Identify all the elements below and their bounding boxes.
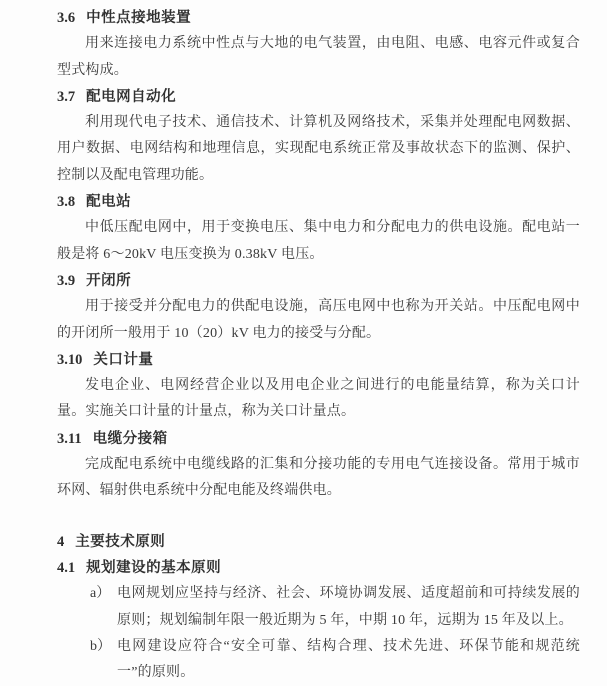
list-marker: a） (90, 586, 111, 602)
section-heading-3-7 (57, 84, 580, 110)
section-heading-3-9 (57, 268, 580, 294)
section-heading-4-1 (57, 555, 580, 581)
section-number: 3.9 (57, 272, 76, 289)
section-paragraph: 发电企业、电网经营企业以及用电企业之间进行的电能量结算，称为关口计量。实施关口计量的计量点，称为关口计量点。 (57, 378, 580, 420)
list-item-text: 电网规划应坚持与经济、社会、环境协调发展、适度超前和可持续发展的原则；规划编制年限一般近期为 5 年，中期 10 年，远期为 15 年及以上。 (117, 586, 580, 628)
section-paragraph: 中低压配电网中，用于变换电压、集中电力和分配电力的供电设施。配电站一般是将 6～20kV 电压变换为 0.38kV 电压。 (57, 220, 580, 262)
section-title: 规划建设的基本原则 (86, 559, 222, 576)
section-paragraph: 用来连接电力系统中性点与大地的电气装置，由电阻、电感、电容元件或复合型式构成。 (57, 36, 580, 78)
section-title: 配电站 (86, 194, 132, 211)
chapter-heading-4 (57, 529, 580, 555)
section-paragraph: 用于接受并分配电力的供配电设施，高压电网中也称为开关站。中压配电网中的开闭所一般用于 10（20）kV 电力的接受与分配。 (57, 299, 580, 341)
section-heading-3-6 (57, 5, 580, 31)
section-paragraph: 利用现代电子技术、通信技术、计算机及网络技术，采集并处理配电网数据、用户数据、电网结构和地理信息，实现配电系统正常及事故状态下的监测、保护、控制以及配电管理功能。 (57, 115, 580, 183)
section-number: 3.6 (57, 10, 76, 26)
section-number: 3.10 (57, 351, 83, 368)
section-title: 关口计量 (93, 351, 154, 368)
chapter-title: 主要技术原则 (75, 533, 166, 550)
section-heading-3-8 (57, 189, 580, 215)
list-item-text: 电网建设应符合“安全可靠、结构合理、技术先进、环保节能和规范统一”的原则。 (117, 638, 580, 681)
section-title: 电缆分接箱 (92, 430, 168, 447)
section-paragraph: 完成配电系统中电缆线路的汇集和分接功能的专用电气连接设备。常用于城市环网、辐射供电系统中分配电能及终端供电。 (57, 457, 580, 499)
section-number: 3.8 (57, 194, 76, 211)
list-item-b (90, 634, 580, 686)
section-heading-3-10 (57, 347, 580, 373)
list-marker: b） (90, 638, 111, 654)
section-title: 开闭所 (86, 272, 132, 289)
section-number: 3.7 (57, 88, 76, 105)
section-number: 4.1 (57, 559, 76, 576)
section-heading-3-11 (57, 426, 580, 452)
list-item-a (90, 581, 580, 634)
chapter-number: 4 (57, 533, 65, 550)
section-title: 中性点接地装置 (86, 10, 192, 26)
section-title: 配电网自动化 (86, 88, 177, 105)
section-number: 3.11 (57, 430, 82, 447)
